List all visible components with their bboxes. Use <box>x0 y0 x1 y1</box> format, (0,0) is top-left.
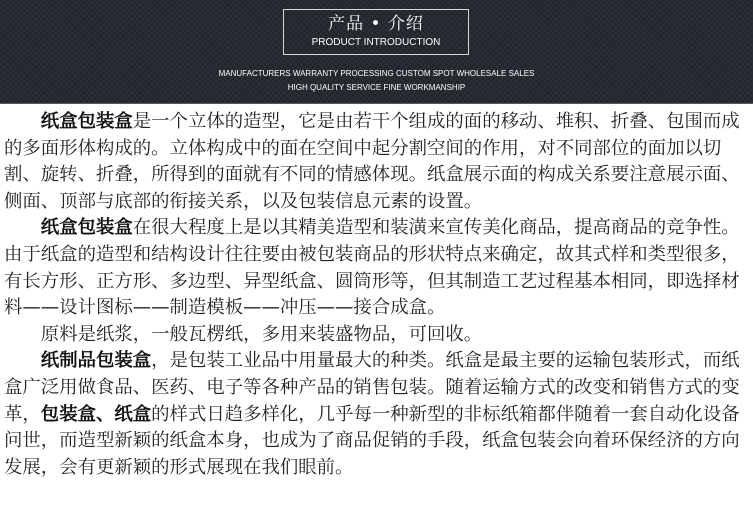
paragraph-4-keyword: 纸制品包装盒 <box>40 350 152 372</box>
banner-tagline-2: HIGH QUALITY SERVICE FINE WORKMANSHIP <box>287 83 466 92</box>
paragraph-4 <box>4 348 749 481</box>
banner-title-en: PRODUCT INTRODUCTION <box>311 37 441 48</box>
paragraph-3 <box>4 322 749 349</box>
paragraph-1-keyword: 纸盒包装盒 <box>40 111 133 132</box>
paragraph-1-text: 是一个立体的造型，它是由若干个组成的面的移动、堆积、折叠、包围而成的多面形体构成的。立体构成中的面在空间中起分割空间的作用，对不同部位的面加以切割、旋转、折叠，所得到的面就有不同的情感体现。纸盒展示面的构成关系要注意展示面、侧面、顶部与底部的衔接关系，以及包装信息元素的设置。 <box>4 111 740 212</box>
paragraph-2 <box>4 215 749 321</box>
paragraph-2-keyword: 纸盒包装盒 <box>40 217 133 239</box>
paragraph-2-text: 在很大程度上是以其精美造型和装潢来宣传美化商品，提高商品的竞争性。由于纸盒的造型和结构设计往往要由被包装商品的形状特点来确定，故其式样和类型很多，有长方形、正方形、多边型、异型纸盒、圆筒形等，但其制造工艺过程基本相同，即选择材料——设计图标——制造模板——冲压——接合成盒。 <box>4 217 740 319</box>
banner-title-cn: 产品 • 介绍 <box>328 14 424 34</box>
paragraph-3-text: 原料是纸浆，一般瓦楞纸，多用来装盛物品，可回收。 <box>40 323 483 345</box>
product-description <box>0 104 753 481</box>
paragraph-1 <box>4 109 749 215</box>
paragraph-4-text-b: 的样式日趋多样化，几乎每一种新型的非标纸箱都伴随着一套自动化设备问世，而造型新颖的纸盒本身，也成为了商品促销的手段，纸盒包装会向着环保经济的方向发展，会有更新颖的形式展现在我们眼前。 <box>4 403 740 478</box>
paragraph-4-keyword-b: 包装盒、纸盒 <box>40 403 152 425</box>
header-banner <box>0 0 753 104</box>
paragraph-4-text-a: ，是包装工业品中用量最大的种类。纸盒是最主要的运输包装形式，而纸盒广泛用做食品、医药、电子等各种产品的销售包装。随着运输方式的改变和销售方式的变革， <box>4 350 740 425</box>
banner-tagline-1: MANUFACTURERS WARRANTY PROCESSING CUSTOM SPOT WHOLESALE SALES <box>218 69 535 78</box>
title-frame <box>283 9 469 55</box>
